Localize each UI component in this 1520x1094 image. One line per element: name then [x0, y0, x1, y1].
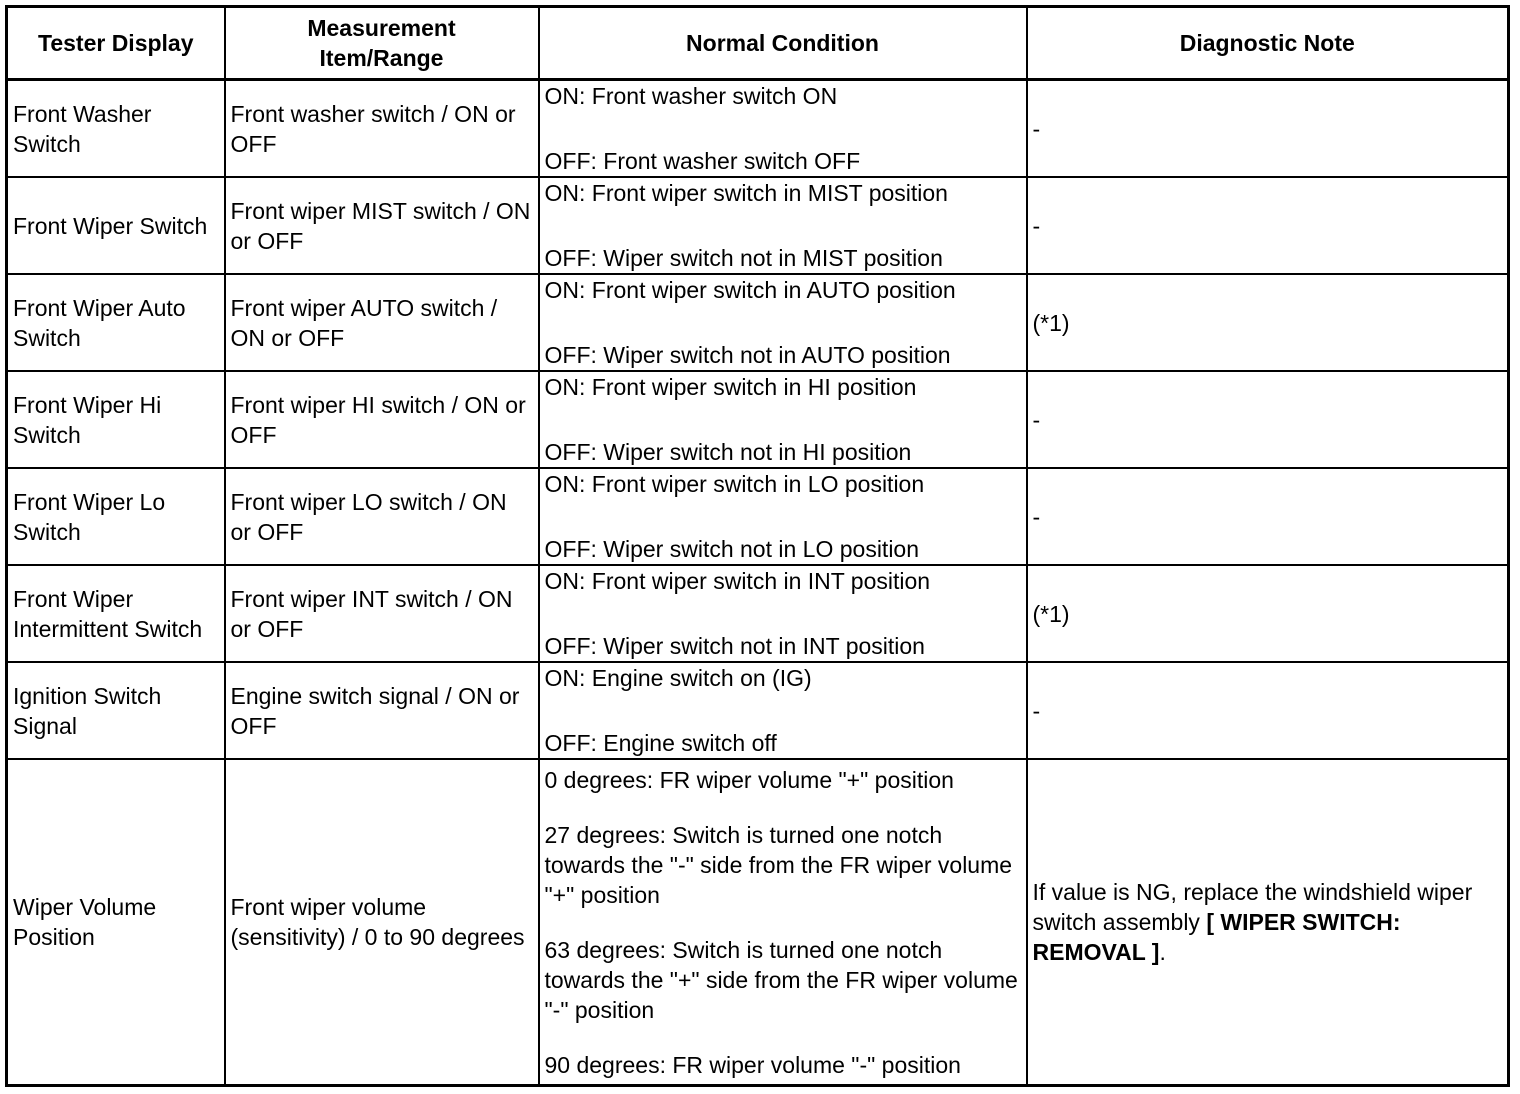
header-diagnostic-note: Diagnostic Note	[1027, 7, 1509, 80]
cell-diagnostic-note	[1027, 759, 1509, 1086]
header-normal-condition: Normal Condition	[539, 7, 1027, 80]
cell-measurement: Front wiper AUTO switch / ON or OFF	[225, 274, 539, 371]
data-list-table	[5, 5, 1510, 1087]
cell-measurement: Front wiper MIST switch / ON or OFF	[225, 177, 539, 274]
header-tester-display: Tester Display	[7, 7, 225, 80]
table-row	[7, 468, 1509, 565]
condition-90-degrees: 90 degrees: FR wiper volume "-" position	[544, 1051, 961, 1078]
cell-measurement: Front washer switch / ON or OFF	[225, 80, 539, 178]
cell-measurement: Front wiper INT switch / ON or OFF	[225, 565, 539, 662]
table-row	[7, 80, 1509, 178]
cell-measurement: Front wiper volume (sensitivity) / 0 to 90 degrees	[225, 759, 539, 1086]
condition-off: OFF: Wiper switch not in MIST position	[544, 245, 943, 271]
cell-normal-condition	[539, 371, 1027, 468]
table-row	[7, 371, 1509, 468]
cell-diagnostic-note: -	[1027, 177, 1509, 274]
header-measurement	[225, 7, 539, 80]
condition-63-degrees: 63 degrees: Switch is turned one notch towards the "+" side from the FR wiper volume "-" position	[544, 936, 1018, 1023]
cell-tester-display: Front Wiper Intermittent Switch	[7, 565, 225, 662]
condition-27-degrees: 27 degrees: Switch is turned one notch towards the "-" side from the FR wiper volume "+" position	[544, 821, 1013, 908]
cell-tester-display: Front Wiper Hi Switch	[7, 371, 225, 468]
note-text: If value is NG, replace the windshield wiper switch assembly	[1032, 879, 1473, 935]
table-row	[7, 662, 1509, 759]
cell-normal-condition	[539, 177, 1027, 274]
cell-normal-condition	[539, 662, 1027, 759]
condition-on: ON: Front wiper switch in HI position	[544, 374, 917, 400]
table-row-wiper-volume	[7, 759, 1509, 1086]
cell-normal-condition	[539, 468, 1027, 565]
cell-normal-condition	[539, 80, 1027, 178]
cell-normal-condition	[539, 274, 1027, 371]
cell-tester-display: Ignition Switch Signal	[7, 662, 225, 759]
cell-diagnostic-note: -	[1027, 662, 1509, 759]
wiper-switch-removal-link[interactable]: [ WIPER SWITCH: REMOVAL ]	[1032, 909, 1401, 965]
cell-measurement: Front wiper HI switch / ON or OFF	[225, 371, 539, 468]
cell-tester-display: Front Wiper Auto Switch	[7, 274, 225, 371]
header-measurement-line1: Measurement	[307, 15, 456, 41]
table-header-row	[7, 7, 1509, 80]
cell-diagnostic-note: (*1)	[1027, 274, 1509, 371]
cell-normal-condition	[539, 759, 1027, 1086]
cell-tester-display: Wiper Volume Position	[7, 759, 225, 1086]
condition-on: ON: Front wiper switch in LO position	[544, 471, 925, 497]
header-measurement-line2: Item/Range	[319, 45, 444, 71]
note-end: .	[1159, 939, 1166, 965]
condition-on: ON: Engine switch on (IG)	[544, 665, 812, 691]
cell-measurement: Front wiper LO switch / ON or OFF	[225, 468, 539, 565]
condition-on: ON: Front washer switch ON	[544, 83, 838, 109]
cell-diagnostic-note: -	[1027, 468, 1509, 565]
condition-off: OFF: Front washer switch OFF	[544, 148, 861, 174]
cell-measurement: Engine switch signal / ON or OFF	[225, 662, 539, 759]
condition-on: ON: Front wiper switch in MIST position	[544, 180, 948, 206]
cell-tester-display: Front Washer Switch	[7, 80, 225, 178]
cell-diagnostic-note: -	[1027, 371, 1509, 468]
table-row	[7, 274, 1509, 371]
condition-off: OFF: Wiper switch not in HI position	[544, 439, 912, 465]
condition-on: ON: Front wiper switch in AUTO position	[544, 277, 956, 303]
condition-off: OFF: Engine switch off	[544, 730, 777, 756]
condition-off: OFF: Wiper switch not in LO position	[544, 536, 920, 562]
table-row	[7, 565, 1509, 662]
table-row	[7, 177, 1509, 274]
condition-off: OFF: Wiper switch not in AUTO position	[544, 342, 951, 368]
cell-normal-condition	[539, 565, 1027, 662]
condition-0-degrees: 0 degrees: FR wiper volume "+" position	[544, 766, 954, 793]
cell-diagnostic-note: -	[1027, 80, 1509, 178]
cell-diagnostic-note: (*1)	[1027, 565, 1509, 662]
condition-off: OFF: Wiper switch not in INT position	[544, 633, 925, 659]
cell-tester-display: Front Wiper Lo Switch	[7, 468, 225, 565]
condition-on: ON: Front wiper switch in INT position	[544, 568, 931, 594]
cell-tester-display: Front Wiper Switch	[7, 177, 225, 274]
